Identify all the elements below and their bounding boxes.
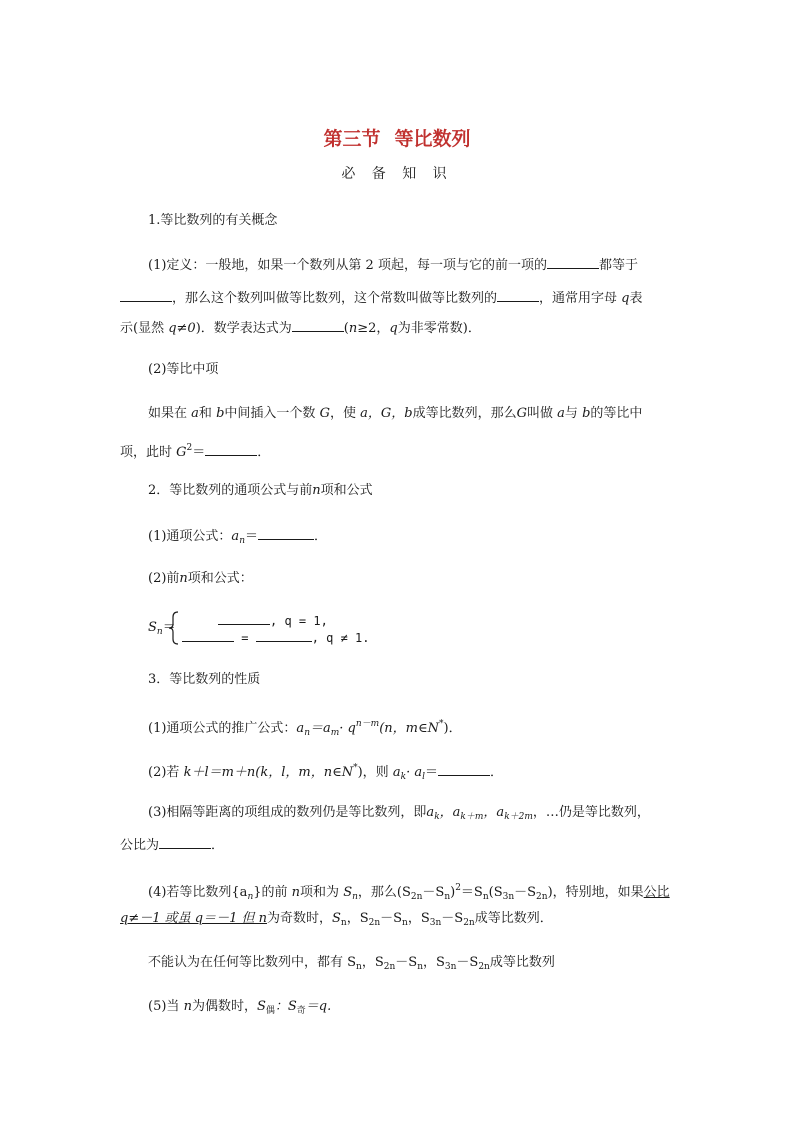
text-span: n	[156, 627, 163, 637]
text-span: 2n	[536, 892, 548, 902]
definition-line-2	[120, 287, 674, 309]
text-span: )，则	[357, 765, 389, 780]
text-span: k＋m	[460, 812, 484, 822]
text-span: 为偶数时，	[191, 999, 257, 1014]
text-span: －S	[380, 911, 403, 926]
text-span: 奇	[296, 1006, 306, 1016]
text-span: ，那么这个数列叫做等比数列，这个常数叫做等比数列的	[172, 291, 498, 306]
text-span: m	[330, 728, 340, 738]
text-span: ，S	[361, 955, 384, 970]
text-span: ．	[257, 445, 271, 460]
text-span: b	[216, 406, 225, 421]
text-span: 2．等比数列的通项公式与前	[148, 483, 313, 498]
text-span: k	[400, 772, 407, 782]
text-span: n	[356, 962, 362, 972]
text-span: n	[348, 321, 358, 336]
text-span: G	[319, 406, 330, 421]
title-topic: 等比数列	[394, 128, 471, 150]
text-span: ：S	[274, 999, 297, 1014]
geometric-mean-line-1	[148, 404, 674, 424]
text-span: ，S	[346, 911, 369, 926]
text-span: 2n	[478, 962, 490, 972]
text-span: (3)相隔等距离的项组成的数列仍是等比数列，即	[148, 805, 427, 820]
sum-case-2	[182, 627, 674, 648]
text-span: n	[304, 728, 310, 738]
answer-blank[interactable]	[182, 627, 234, 642]
text-span: a	[231, 529, 240, 544]
text-span: k	[434, 812, 440, 822]
text-span: )	[450, 885, 456, 900]
text-span: (1)通项公式：	[148, 529, 232, 544]
text-span: *	[439, 719, 444, 729]
text-span: ，使	[329, 406, 356, 421]
text-span: (n，m∈N	[379, 721, 440, 736]
text-span: q≠－1 或虽 q＝－1 但 n	[120, 911, 267, 926]
text-span: n	[444, 892, 451, 902]
heading-properties: 3．等比数列的性质	[148, 672, 261, 687]
text-span: ＝S	[460, 885, 483, 900]
text-span: 2n	[410, 892, 423, 902]
text-span: 叫做	[526, 406, 553, 421]
text-span: 项和公式	[320, 483, 373, 498]
text-span: －S	[456, 955, 479, 970]
section-title	[0, 124, 794, 151]
property-4-line-2	[120, 909, 674, 933]
text-span: a	[392, 765, 401, 780]
text-span: (2)前	[148, 571, 180, 586]
text-span: k＋l＝m＋n(k，l，m，n∈N	[183, 765, 354, 780]
text-span: (	[343, 321, 349, 336]
answer-blank[interactable]	[205, 441, 257, 456]
text-span: 的等比中	[590, 406, 643, 421]
answer-blank[interactable]	[438, 761, 490, 776]
answer-blank[interactable]	[547, 254, 599, 269]
text-span: , q = 1,	[270, 614, 328, 628]
property-3-line-2	[120, 834, 674, 856]
text-span: q	[389, 321, 398, 336]
text-span: 成等比数列，那么	[412, 406, 517, 421]
text-span: ＝	[162, 620, 176, 635]
text-span: n	[312, 483, 321, 498]
caution-note	[148, 953, 674, 977]
text-span: －S	[422, 885, 445, 900]
text-span: ，S	[422, 955, 445, 970]
text-span: ，那么(S	[357, 885, 411, 900]
text-span: )．数学表达式为	[195, 321, 292, 336]
text-span: b	[582, 406, 591, 421]
text-span: *	[353, 763, 358, 773]
text-span: n	[482, 892, 489, 902]
text-span: ＝a	[309, 721, 331, 736]
subtitle: 必 备 知 识	[341, 166, 453, 182]
text-span: =	[234, 631, 256, 645]
answer-blank[interactable]	[258, 525, 314, 540]
heading-formulas	[148, 481, 674, 501]
property-2	[148, 758, 674, 787]
text-span: S	[148, 620, 157, 635]
answer-blank[interactable]	[218, 610, 270, 625]
text-span: · q	[339, 721, 356, 736]
text-span: ＝	[244, 529, 258, 544]
heading-concepts: 1.等比数列的有关概念	[148, 213, 278, 228]
text-span: ，通常用字母	[539, 291, 618, 306]
text-span: 示(显然	[120, 321, 165, 336]
text-span: －S	[441, 911, 464, 926]
text-span: 公比	[643, 885, 670, 900]
text-span: 成等比数列	[489, 955, 555, 970]
text-span: n	[352, 892, 358, 902]
text-span: －S	[395, 955, 418, 970]
geometric-mean-line-2	[120, 438, 674, 463]
text-span: n	[402, 918, 408, 928]
text-span: 为奇数时，	[266, 911, 332, 926]
text-span: ，a	[483, 805, 505, 820]
heading-geometric-mean: (2)等比中项	[148, 362, 219, 377]
text-span: 公比为	[120, 838, 160, 853]
text-span: (4)若等比数列{a	[148, 885, 248, 900]
text-span: 3n	[502, 892, 515, 902]
text-span: 为非零常数)．	[397, 321, 481, 336]
text-span: －S	[514, 885, 537, 900]
text-span: n	[417, 962, 423, 972]
text-span: ，a	[439, 805, 461, 820]
text-span: S	[343, 885, 353, 900]
answer-blank[interactable]	[256, 627, 312, 642]
property-3-line-1	[148, 803, 674, 827]
definition-line-1	[148, 254, 674, 276]
text-span: ．	[314, 529, 328, 544]
general-term-line	[148, 525, 674, 551]
text-span: , q ≠ 1.	[311, 631, 370, 645]
text-span: n	[239, 536, 245, 546]
text-span: ，…仍是等比数列，	[532, 805, 650, 820]
text-span: a	[557, 406, 565, 421]
text-span: )．	[443, 721, 462, 736]
text-span: 都等于	[598, 258, 638, 273]
text-span: (S	[488, 885, 503, 900]
text-span: 3n	[429, 918, 442, 928]
text-span: n	[183, 999, 192, 1014]
text-span: (5)当	[148, 999, 180, 1014]
text-span: k＋2m	[504, 812, 533, 822]
answer-blank[interactable]	[120, 287, 172, 302]
text-span: (1)定义：一般地，如果一个数列从第 2 项起，每一项与它的前一项的	[148, 258, 547, 273]
text-span: (1)通项公式的推广公式：	[148, 721, 297, 736]
text-span: 如果在	[148, 406, 188, 421]
text-span: 2	[186, 443, 193, 453]
text-span: n	[291, 885, 301, 900]
text-span: 2n	[383, 962, 396, 972]
text-span: ＝q.	[305, 999, 332, 1014]
text-span: n－m	[355, 719, 380, 729]
text-span: q	[621, 291, 630, 306]
answer-blank[interactable]	[159, 834, 211, 849]
property-1	[148, 714, 674, 743]
text-span: 中间插入一个数	[224, 406, 316, 421]
property-5	[148, 997, 674, 1021]
text-span: S	[256, 999, 266, 1014]
text-span: 2n	[463, 918, 475, 928]
text-span: 不能认为在任何等比数列中，都有 S	[148, 955, 357, 970]
text-span: 和	[198, 406, 212, 421]
text-span: 3n	[444, 962, 457, 972]
text-span: 2n	[368, 918, 381, 928]
text-span: ．	[489, 765, 503, 780]
text-span: S	[332, 911, 341, 926]
text-span: 项和公式：	[187, 571, 253, 586]
text-span: (2)若	[148, 765, 180, 780]
text-span: ≥2，	[357, 321, 390, 336]
left-brace	[168, 611, 180, 645]
text-span: G	[516, 406, 527, 421]
sum-formula-heading	[148, 569, 674, 589]
text-span: · a	[406, 765, 423, 780]
property-4-line-1	[148, 878, 674, 907]
definition-line-3	[120, 317, 674, 339]
text-span: n	[247, 892, 254, 902]
text-span: a，G，b	[360, 406, 413, 421]
title-section-number: 第三节	[323, 128, 381, 150]
text-span: 成等比数列．	[474, 911, 553, 926]
answer-blank[interactable]	[292, 317, 344, 332]
text-span: ＝	[424, 765, 438, 780]
text-span: 表	[629, 291, 643, 306]
text-span: ．	[211, 838, 225, 853]
text-span: n	[340, 918, 347, 928]
text-span: 项，此时	[120, 445, 173, 460]
text-span: a	[426, 805, 435, 820]
text-span: 与	[564, 406, 578, 421]
text-span: 偶	[265, 1006, 275, 1016]
answer-blank[interactable]	[497, 287, 539, 302]
text-span: ，S	[407, 911, 430, 926]
text-span: 2	[455, 883, 461, 893]
text-span: }的前	[253, 885, 288, 900]
text-span: G	[176, 445, 187, 460]
text-span: n	[179, 571, 188, 586]
text-span: ＝	[192, 445, 206, 460]
text-span: l	[422, 772, 425, 782]
text-span: 项和为	[300, 885, 340, 900]
text-span: a	[191, 406, 199, 421]
text-span: )，特别地，如果	[547, 885, 644, 900]
text-span: a	[296, 721, 305, 736]
text-span: q≠0	[168, 321, 196, 336]
